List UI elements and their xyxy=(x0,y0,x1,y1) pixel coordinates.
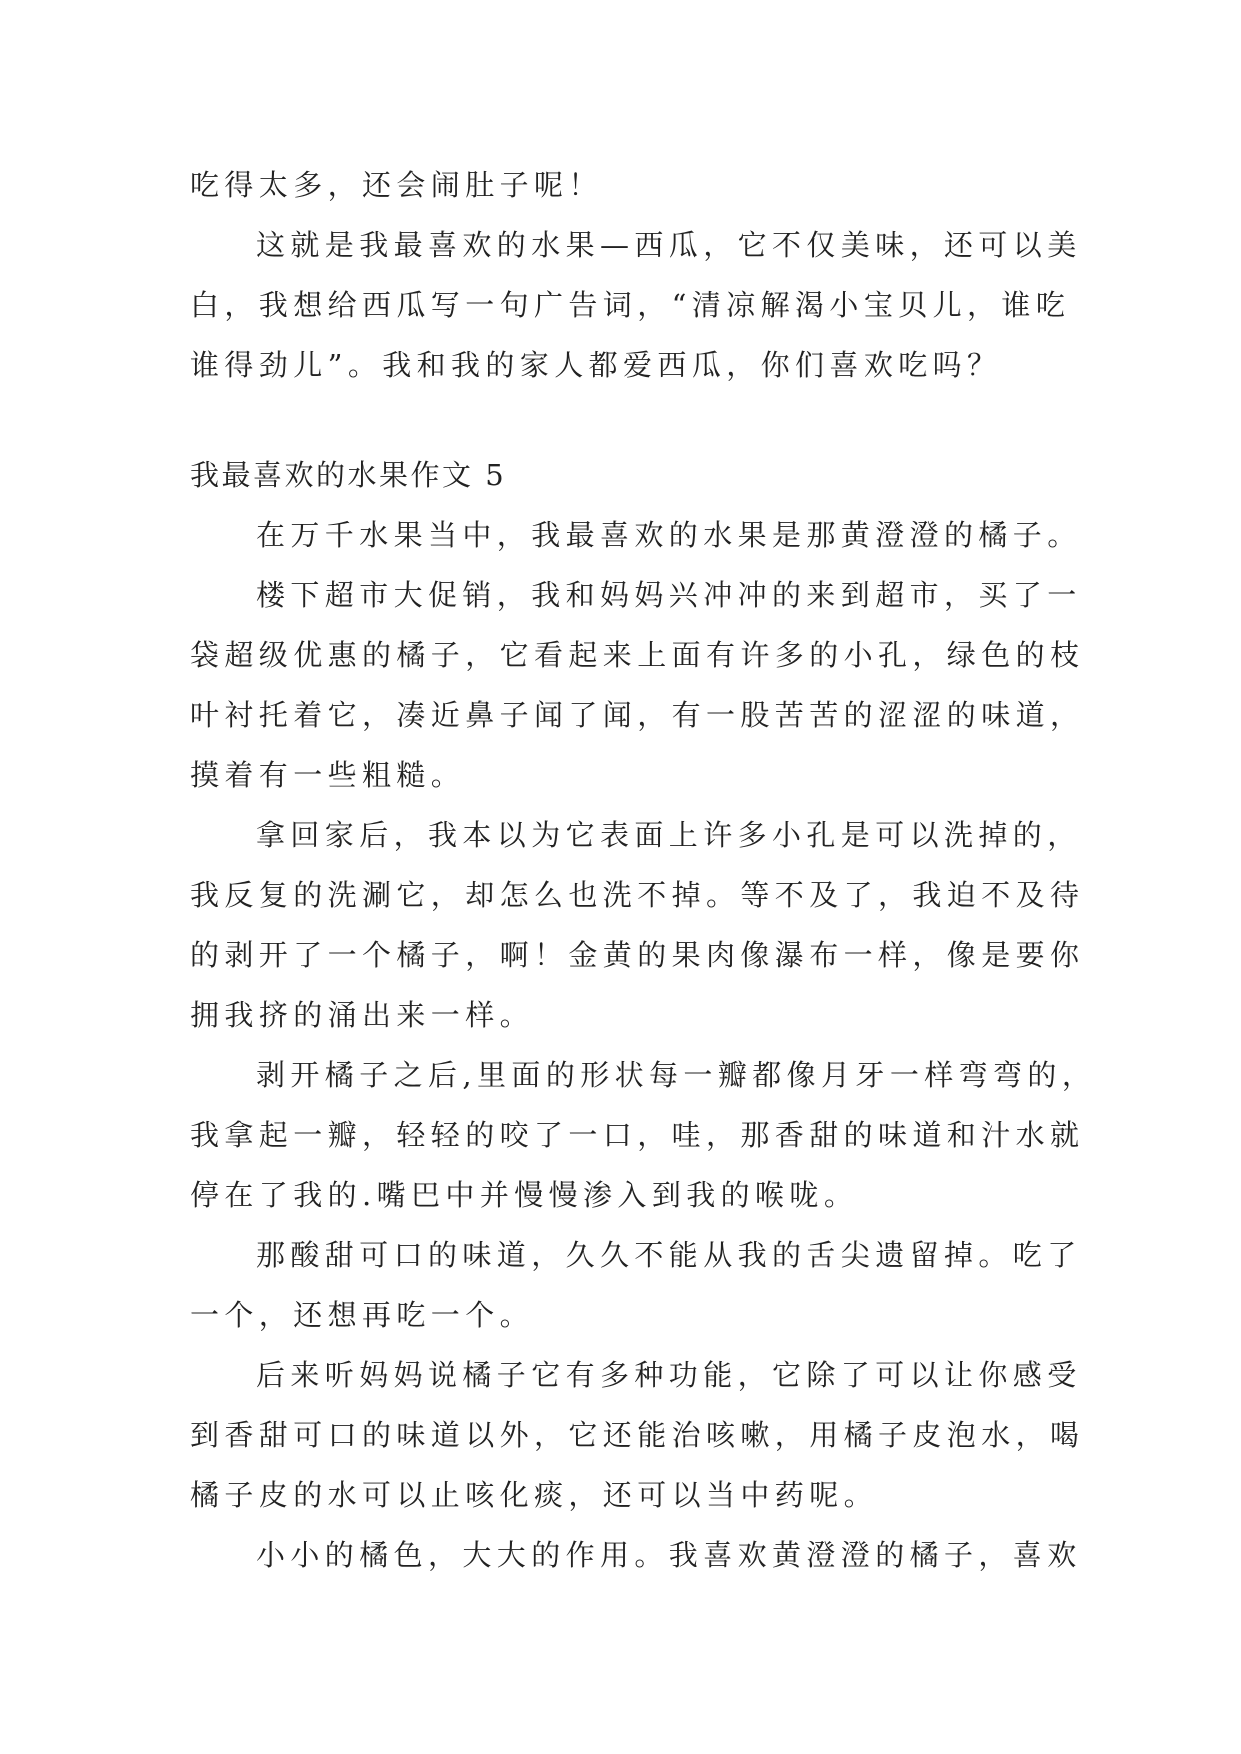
paragraph-first-line: 后来听妈妈说橘子它有多种功能，它除了可以让你感受 xyxy=(256,1358,1082,1392)
text-line: 我拿起一瓣，轻轻的咬了一口，哇，那香甜的味道和汁水就 xyxy=(190,1118,1085,1152)
text-line: 到香甜可口的味道以外，它还能治咳嗽，用橘子皮泡水，喝 xyxy=(190,1418,1085,1452)
section-spacer xyxy=(190,395,1070,445)
paragraph-first-line: 这就是我最喜欢的水果—西瓜，它不仅美味，还可以美 xyxy=(256,228,1082,262)
paragraph-first-line: 那酸甜可口的味道，久久不能从我的舌尖遗留掉。吃了 xyxy=(256,1238,1082,1272)
text-line: 一个，还想再吃一个。 xyxy=(190,1298,535,1332)
paragraph-first-line: 拿回家后，我本以为它表面上许多小孔是可以洗掉的， xyxy=(256,818,1082,852)
paragraph-first-line: 小小的橘色，大大的作用。我喜欢黄澄澄的橘子，喜欢 xyxy=(256,1538,1082,1572)
document-body xyxy=(190,155,1097,1585)
text-line: 叶衬托着它，凑近鼻子闻了闻，有一股苦苦的涩涩的味道， xyxy=(190,698,1085,732)
paragraph-first-line: 剥开橘子之后,里面的形状每一瓣都像月牙一样弯弯的， xyxy=(256,1058,1097,1092)
text-line: 的剥开了一个橘子，啊！金黄的果肉像瀑布一样，像是要你 xyxy=(190,938,1085,972)
text-line: 白，我想给西瓜写一句广告词，“清凉解渴小宝贝儿，谁吃 xyxy=(190,288,1071,322)
text-line: 我反复的洗涮它，却怎么也洗不掉。等不及了，我迫不及待 xyxy=(190,878,1085,912)
paragraph-first-line: 楼下超市大促销，我和妈妈兴冲冲的来到超市，买了一 xyxy=(256,578,1082,612)
text-line: 橘子皮的水可以止咳化痰，还可以当中药呢。 xyxy=(190,1478,879,1512)
text-line: 拥我挤的涌出来一样。 xyxy=(190,998,535,1032)
text-line: 摸着有一些粗糙。 xyxy=(190,758,466,792)
text-line: 停在了我的.嘴巴中并慢慢渗入到我的喉咙。 xyxy=(190,1178,859,1212)
text-line: 谁得劲儿”。我和我的家人都爱西瓜，你们喜欢吃吗？ xyxy=(190,348,1002,382)
text-line: 袋超级优惠的橘子，它看起来上面有许多的小孔，绿色的枝 xyxy=(190,638,1085,672)
paragraph-first-line: 在万千水果当中，我最喜欢的水果是那黄澄澄的橘子。 xyxy=(256,518,1082,552)
essay-heading: 我最喜欢的水果作文 5 xyxy=(190,458,507,492)
text-line: 吃得太多，还会闹肚子呢！ xyxy=(190,168,603,202)
